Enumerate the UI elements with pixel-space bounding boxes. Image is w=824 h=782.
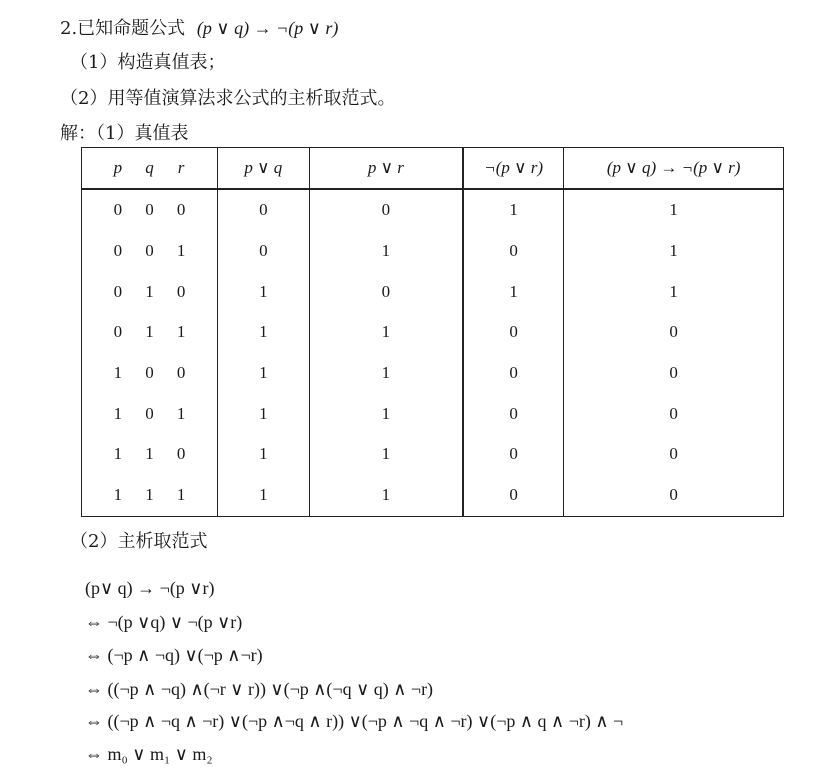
cell-p-or-q: 0 (217, 231, 309, 272)
cell-r: 1 (176, 241, 186, 261)
header-implication: (p ∨ q) → ¬(p ∨ r) (564, 148, 784, 190)
cell-q: 0 (145, 403, 154, 423)
cell-pqr (82, 434, 218, 475)
truth-table-header (82, 148, 784, 190)
cell-r: 1 (176, 322, 186, 342)
cell-not-p-or-r: 0 (463, 475, 564, 516)
cell-q: 0 (145, 241, 154, 261)
cell-p-or-r: 1 (309, 353, 463, 394)
cell-p-or-r: 1 (309, 475, 463, 516)
derivation-line-5: ⇔ ((¬p ∧ ¬q ∧ ¬r) ∨(¬p ∧¬q ∧ r)) ∨(¬p ∧ ¬q ∧ ¬r) ∨(¬p ∧ q ∧ ¬r) ∧ ¬ (85, 711, 624, 731)
solution-label: 解：（1）真值表 (60, 123, 189, 144)
cell-pqr (82, 475, 218, 516)
cell-p-or-r: 0 (309, 271, 463, 312)
cell-p: 0 (113, 241, 123, 261)
cell-implication: 1 (564, 189, 784, 231)
cell-q: 0 (145, 363, 154, 383)
cell-q: 0 (145, 200, 154, 220)
truth-table-row (82, 475, 784, 516)
problem-statement (60, 14, 338, 40)
cell-not-p-or-r: 0 (463, 312, 564, 353)
cell-r: 1 (176, 485, 186, 505)
cell-r: 0 (176, 444, 186, 464)
cell-q: 1 (145, 322, 154, 342)
cell-p-or-q: 1 (217, 434, 309, 475)
header-r: r (177, 158, 185, 177)
cell-p-or-q: 1 (217, 271, 309, 312)
cell-pqr (82, 231, 218, 272)
problem-heading: 2.已知命题公式 (60, 18, 186, 39)
cell-r: 0 (176, 200, 186, 220)
truth-table-row (82, 189, 784, 231)
cell-p: 0 (113, 200, 123, 220)
cell-implication: 0 (564, 475, 784, 516)
cell-pqr (82, 393, 218, 434)
task-1: （1）构造真值表； (70, 52, 226, 73)
cell-implication: 1 (564, 271, 784, 312)
truth-table-row (82, 434, 784, 475)
cell-p: 1 (113, 485, 123, 505)
cell-not-p-or-r: 1 (463, 271, 564, 312)
truth-table-row (82, 353, 784, 394)
cell-implication: 0 (564, 312, 784, 353)
cell-p-or-q: 0 (217, 189, 309, 231)
cell-p-or-r: 1 (309, 312, 463, 353)
cell-p-or-q: 1 (217, 353, 309, 394)
truth-table-row (82, 271, 784, 312)
cell-r: 0 (176, 363, 186, 383)
cell-q: 1 (145, 281, 154, 301)
cell-pqr (82, 353, 218, 394)
cell-not-p-or-r: 0 (463, 393, 564, 434)
cell-pqr (82, 189, 218, 231)
cell-q: 1 (145, 444, 154, 464)
derivation-line-4: ⇔ ((¬p ∧ ¬q) ∧(¬r ∨ r)) ∨(¬p ∧(¬q ∨ q) ∧ ¬r) (85, 679, 434, 699)
cell-not-p-or-r: 0 (463, 434, 564, 475)
cell-q: 1 (145, 485, 154, 505)
truth-table-row (82, 312, 784, 353)
cell-pqr (82, 271, 218, 312)
header-pqr (82, 148, 218, 190)
cell-p: 0 (113, 281, 123, 301)
cell-p-or-q: 1 (217, 393, 309, 434)
truth-table-row (82, 231, 784, 272)
cell-p-or-r: 1 (309, 434, 463, 475)
cell-p-or-q: 1 (217, 475, 309, 516)
cell-implication: 0 (564, 434, 784, 475)
task-2: （2）用等值演算法求公式的主析取范式。 (60, 88, 396, 109)
section-2-label: （2）主析取范式 (70, 531, 208, 552)
derivation-line-6: ⇔ m₀ ∨ m₁ ∨ m₂ (85, 744, 213, 764)
cell-not-p-or-r: 0 (463, 231, 564, 272)
cell-not-p-or-r: 1 (463, 189, 564, 231)
cell-pqr (82, 312, 218, 353)
cell-not-p-or-r: 0 (463, 353, 564, 394)
truth-table (81, 147, 784, 517)
cell-p: 1 (113, 363, 123, 383)
problem-formula: (p ∨ q) → ¬(p ∨ r) (196, 18, 339, 38)
derivation-line-3: ⇔ (¬p ∧ ¬q) ∨(¬p ∧¬r) (85, 645, 263, 665)
cell-p: 1 (113, 403, 123, 423)
cell-p-or-r: 0 (309, 189, 463, 231)
cell-p-or-r: 1 (309, 231, 463, 272)
cell-implication: 0 (564, 393, 784, 434)
cell-r: 0 (176, 281, 186, 301)
header-not-p-or-r: ¬(p ∨ r) (463, 148, 564, 190)
derivation-line-1: (p∨ q) → ¬(p ∨r) (85, 578, 215, 598)
cell-implication: 1 (564, 231, 784, 272)
cell-r: 1 (176, 403, 186, 423)
header-p: p (113, 158, 123, 177)
cell-implication: 0 (564, 353, 784, 394)
header-p-or-q: p ∨ q (217, 148, 309, 190)
header-p-or-r: p ∨ r (309, 148, 463, 190)
header-q: q (145, 158, 154, 177)
truth-table-row (82, 393, 784, 434)
cell-p: 1 (113, 444, 123, 464)
cell-p: 0 (113, 322, 123, 342)
cell-p-or-r: 1 (309, 393, 463, 434)
cell-p-or-q: 1 (217, 312, 309, 353)
derivation-line-2: ⇔ ¬(p ∨q) ∨ ¬(p ∨r) (85, 612, 243, 632)
